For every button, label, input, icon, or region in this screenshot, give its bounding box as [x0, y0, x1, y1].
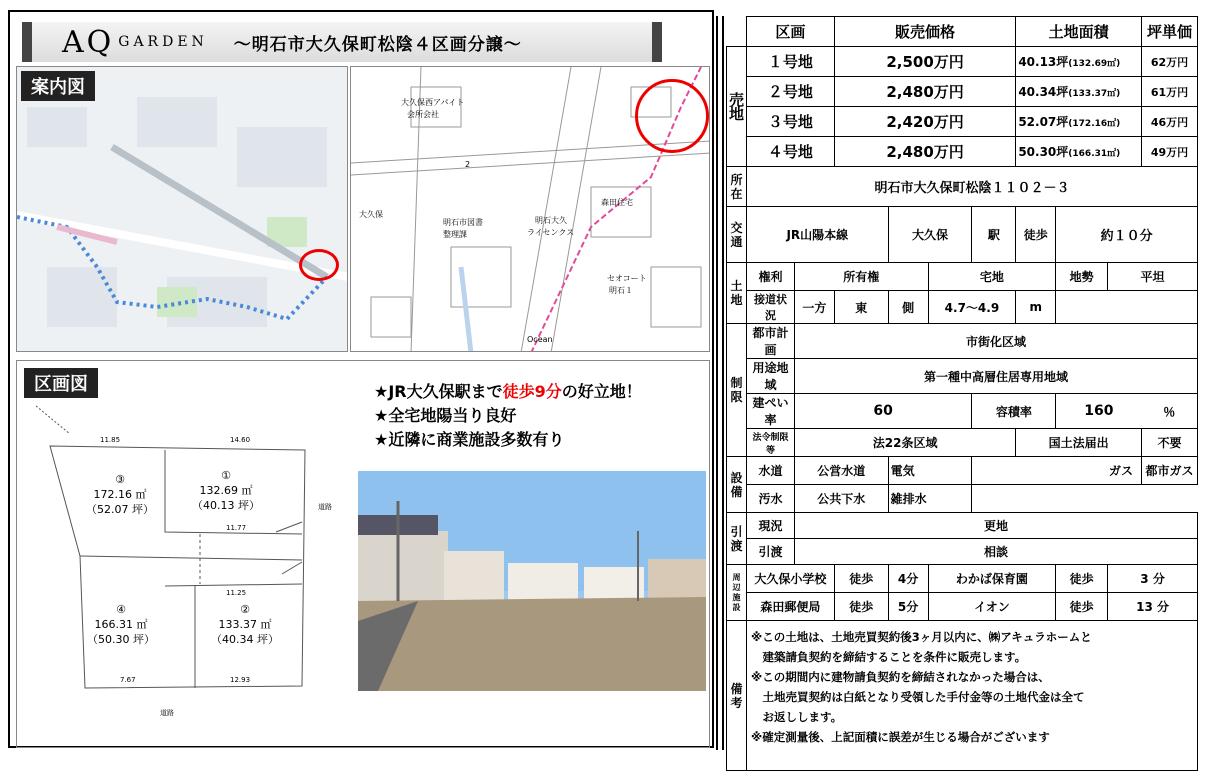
- access-direction: 東: [834, 291, 888, 324]
- logo-garden: GARDEN: [118, 34, 208, 50]
- lot3-area: 172.16 ㎡: [93, 488, 147, 501]
- near4-walk: 徒歩: [1056, 593, 1108, 621]
- site-marker-circle-2: [635, 79, 709, 153]
- drain-value: 雑排水: [888, 485, 972, 513]
- map2-label-2: 会所会社: [407, 110, 439, 119]
- lot-price: 2,480万円: [834, 137, 1016, 167]
- lot-area-sqm: (166.31㎡): [1068, 149, 1121, 159]
- location-row: [727, 167, 1198, 207]
- transport-line: JR山陽本線: [747, 207, 889, 263]
- nearby-row-1: [727, 565, 1198, 593]
- map2-label-3: 大久保: [359, 210, 383, 219]
- lot-area-tsubo: 50.30坪: [1018, 145, 1069, 159]
- feature-3-text: ★近隣に商業施設多数有り: [374, 430, 565, 449]
- far-label: 容積率: [972, 394, 1056, 429]
- access-row: [727, 291, 1198, 324]
- map2-label-11: Ocean: [527, 335, 553, 344]
- rights-label: 権利: [747, 263, 795, 291]
- lot3-label: [70, 472, 170, 517]
- bcr-value: 60: [794, 394, 972, 429]
- near4-name: イオン: [928, 593, 1056, 621]
- access-label: 接道状況: [747, 291, 795, 324]
- header-area: 土地面積: [1016, 17, 1142, 47]
- status-row: [727, 513, 1198, 539]
- terrain-value: 平坦: [1108, 263, 1198, 291]
- lot4-tsubo: （50.30 坪）: [87, 633, 155, 646]
- note-line: 土地売買契約は白紙となり受領した手付金等の土地代金は全て: [751, 690, 1085, 704]
- column-divider: [716, 16, 724, 750]
- logo-aq: AQ: [62, 24, 115, 60]
- lot-price: 2,420万円: [834, 107, 1016, 137]
- side-transport: 交通: [727, 207, 747, 263]
- feature-2: [374, 404, 704, 428]
- feature-1-highlight: 徒歩9分: [502, 382, 562, 401]
- sewer-row: [727, 485, 1198, 513]
- lot-name: ３号地: [747, 107, 835, 137]
- transport-walk-value: 約１０分: [1056, 207, 1198, 263]
- feature-list: [374, 380, 704, 452]
- near1-walk: 徒歩: [834, 565, 888, 593]
- lot-unit-price: 46万円: [1142, 107, 1198, 137]
- side-handover: 引渡: [727, 513, 747, 565]
- lot-area: [1016, 107, 1142, 137]
- note-line: ※この土地は、土地売買契約後3ヶ月以内に、㈱アキュラホームと: [751, 630, 1092, 644]
- terrain-label: 地勢: [1056, 263, 1108, 291]
- transport-row: [727, 207, 1198, 263]
- notes-row: [727, 621, 1198, 771]
- transport-station-suffix: 駅: [972, 207, 1016, 263]
- map2-label-4: 明石市図書: [443, 218, 483, 227]
- lot1-tsubo: （40.13 坪）: [192, 499, 260, 512]
- near3-walk: 徒歩: [834, 593, 888, 621]
- far-unit: ％: [1142, 394, 1198, 429]
- gas-value: 都市ガス: [1142, 457, 1198, 485]
- header-unit-price: 坪単価: [1142, 17, 1198, 47]
- site-marker-circle: [299, 249, 339, 281]
- notes-cell: [747, 621, 1198, 771]
- urban-label: 都市計画: [747, 324, 795, 359]
- feature-1-text: ★JR大久保駅まで: [374, 382, 503, 401]
- status-label: 現況: [747, 513, 795, 539]
- site-photo: [358, 471, 706, 691]
- lot4-area: 166.31 ㎡: [94, 618, 148, 631]
- lot2-tsubo: （40.34 坪）: [211, 633, 279, 646]
- header-price: 販売価格: [834, 17, 1016, 47]
- site-photo-graphic: [358, 471, 706, 691]
- lot-area-tsubo: 52.07坪: [1018, 115, 1069, 129]
- plot-plan-lines: [30, 396, 350, 716]
- urban-value: 市街化区域: [794, 324, 1197, 359]
- plot-plan-drawing: [30, 396, 350, 716]
- law-value: 法22条区域: [794, 429, 1015, 457]
- dim-mid-2: 11.25: [226, 589, 247, 597]
- water-value: 公営水道: [794, 457, 888, 485]
- lot-row: [727, 47, 1198, 77]
- zone-label: 用途地域: [747, 359, 795, 394]
- feature-1-suffix: の好立地！: [561, 382, 642, 401]
- lot-row: [727, 77, 1198, 107]
- lot-unit-price: 61万円: [1142, 77, 1198, 107]
- transport-station: 大久保: [888, 207, 972, 263]
- area-map: [16, 66, 348, 352]
- area-map-graphic: [17, 67, 348, 352]
- gas-label: ガス: [972, 457, 1142, 485]
- handover-row: [727, 539, 1198, 565]
- map2-label-8: 森田住宅: [601, 198, 633, 207]
- side-nearby: 周辺施設: [727, 565, 747, 621]
- zone-row: [727, 359, 1198, 394]
- lot3-num: ③: [115, 473, 125, 486]
- access-unit: m: [1016, 291, 1056, 324]
- near4-min: 13 分: [1108, 593, 1198, 621]
- feature-1: [374, 380, 704, 404]
- spec-table: [726, 16, 1198, 771]
- lot-price: 2,500万円: [834, 47, 1016, 77]
- lot-area-sqm: (132.69㎡): [1068, 59, 1121, 69]
- lot-area-tsubo: 40.13坪: [1018, 55, 1069, 69]
- near1-name: 大久保小学校: [747, 565, 835, 593]
- access-value: 一方: [794, 291, 834, 324]
- status-value: 更地: [794, 513, 1197, 539]
- map2-label-10: 明石１: [609, 286, 633, 295]
- law-label: 法令制限等: [747, 429, 795, 457]
- header-lot: 区画: [747, 17, 835, 47]
- map2-label-1: 大久保西アパイト: [401, 98, 465, 107]
- lot-area: [1016, 77, 1142, 107]
- landlaw-label: 国土法届出: [1016, 429, 1142, 457]
- access-width: 4.7～4.9: [928, 291, 1016, 324]
- near1-min: 4分: [888, 565, 928, 593]
- road-right-label: 道路: [318, 503, 332, 511]
- dim-top-2: 14.60: [230, 436, 251, 444]
- lot4-label: [66, 602, 176, 647]
- lot1-area: 132.69 ㎡: [199, 484, 253, 497]
- dim-bottom-1: 7.67: [120, 676, 136, 684]
- zone-value: 第一種中高層住居専用地域: [794, 359, 1197, 394]
- lot1-num: ①: [221, 469, 231, 482]
- lot1-label: [176, 468, 276, 513]
- landlaw-value: 不要: [1142, 429, 1198, 457]
- note-line: お返しします。: [751, 710, 843, 724]
- law-row: [727, 429, 1198, 457]
- lot-unit-price: 49万円: [1142, 137, 1198, 167]
- location-value: 明石市大久保町松陰１１０２－３: [747, 167, 1198, 207]
- note-line: ※確定測量後、上記面積に誤差が生じる場合がございます: [751, 730, 1050, 744]
- dim-mid-1: 11.77: [226, 524, 247, 532]
- plan-label: 区画図: [24, 368, 98, 398]
- near2-min: 3 分: [1108, 565, 1198, 593]
- sewer-value: 公共下水: [794, 485, 888, 513]
- handover-label: 引渡: [747, 539, 795, 565]
- nearby-row-2: [727, 593, 1198, 621]
- map2-label-7: ライセンクス: [527, 228, 575, 237]
- lot3-tsubo: （52.07 坪）: [86, 503, 154, 516]
- note-line: ※この期間内に建物請負契約を締結されなかった場合は、: [751, 670, 1050, 684]
- lot-name: ４号地: [747, 137, 835, 167]
- access-side: 側: [888, 291, 928, 324]
- lot2-num: ②: [240, 603, 250, 616]
- banner-title: ～明石市大久保町松陰４区画分譲～: [233, 34, 522, 55]
- sewer-label: 汚水: [747, 485, 795, 513]
- side-notes: 備考: [727, 621, 747, 771]
- side-restrict: 制限: [727, 324, 747, 457]
- near3-min: 5分: [888, 593, 928, 621]
- lot-area-tsubo: 40.34坪: [1018, 85, 1069, 99]
- side-land: 土地: [727, 263, 747, 324]
- near2-walk: 徒歩: [1056, 565, 1108, 593]
- side-location: 所在: [727, 167, 747, 207]
- water-label: 水道: [747, 457, 795, 485]
- map2-label-9: セオコート: [607, 274, 647, 283]
- lot-area: [1016, 137, 1142, 167]
- land-rights-row: [727, 263, 1198, 291]
- urban-row: [727, 324, 1198, 359]
- side-facility: 設備: [727, 457, 747, 513]
- lot-area-sqm: (133.37㎡): [1068, 89, 1121, 99]
- far-value: 160: [1056, 394, 1142, 429]
- near3-name: 森田郵便局: [747, 593, 835, 621]
- dim-top-1: 11.85: [100, 436, 121, 444]
- lot-price: 2,480万円: [834, 77, 1016, 107]
- handover-value: 相談: [794, 539, 1197, 565]
- water-row: [727, 457, 1198, 485]
- lot4-num: ④: [116, 603, 126, 616]
- ratio-row: [727, 394, 1198, 429]
- side-lots: 売地: [727, 47, 747, 167]
- header-banner: [22, 22, 662, 62]
- lot-area-sqm: (172.16㎡): [1068, 119, 1121, 129]
- lot-unit-price: 62万円: [1142, 47, 1198, 77]
- lot-area: [1016, 47, 1142, 77]
- feature-3: [374, 428, 704, 452]
- transport-walk-label: 徒歩: [1016, 207, 1056, 263]
- rights-value: 所有権: [794, 263, 928, 291]
- power-value: 電気: [888, 457, 972, 485]
- map2-label-12: 2: [465, 160, 471, 169]
- lot2-label: [190, 602, 300, 647]
- dim-bottom-2: 12.93: [230, 676, 251, 684]
- lot-row: [727, 107, 1198, 137]
- lot-name: ２号地: [747, 77, 835, 107]
- road-bottom-label: 道路: [160, 709, 174, 717]
- map-label: 案内図: [21, 71, 95, 101]
- note-line: 建築請負契約を締結することを条件に販売します。: [751, 650, 1027, 664]
- map2-label-6: 明石大久: [535, 216, 567, 225]
- lot2-area: 133.37 ㎡: [218, 618, 272, 631]
- lot-row: [727, 137, 1198, 167]
- lot-name: １号地: [747, 47, 835, 77]
- table-header-row: [727, 17, 1198, 47]
- category-value: 宅地: [928, 263, 1056, 291]
- near2-name: わかば保育園: [928, 565, 1056, 593]
- bcr-label: 建ぺい率: [747, 394, 795, 429]
- feature-2-text: ★全宅地陽当り良好: [374, 406, 517, 425]
- map2-label-5: 整理課: [443, 230, 467, 239]
- detail-map: [350, 66, 710, 352]
